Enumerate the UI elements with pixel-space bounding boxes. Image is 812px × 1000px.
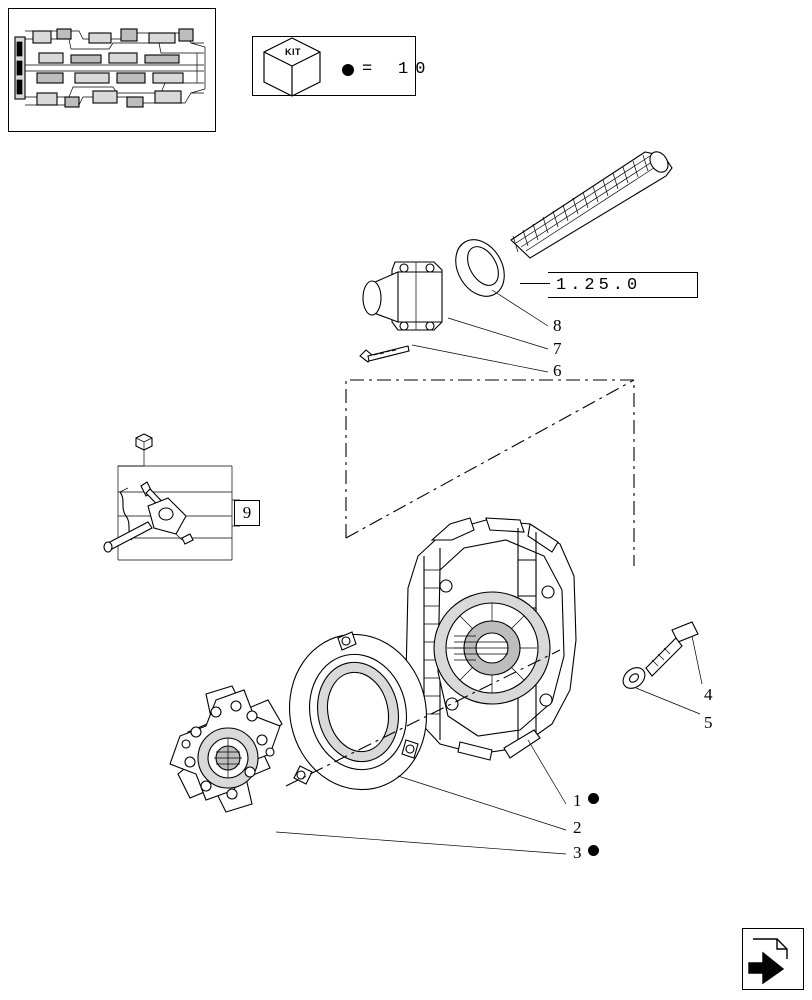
housing-bolt [360,346,409,362]
shaft-seal-ring [446,231,514,305]
callout-1-kit-dot [588,793,599,804]
release-lever-assembly [104,434,240,560]
bearing-support-housing [363,262,442,330]
clutch-disc-spider [170,686,282,812]
callout-4: 4 [704,685,713,704]
splined-shaft [511,148,672,258]
callout-9-boxed: 9 [234,500,260,526]
cover-bolt-and-washer [619,622,702,714]
callout-2: 2 [573,818,582,837]
callout-7: 7 [553,339,562,358]
callout-3-kit-dot [588,845,599,856]
reference-tag: 1.25.0 [556,276,642,295]
kit-quantity: 10 [398,60,433,79]
clutch-pressure-plate-assembly [406,518,576,760]
callout-6: 6 [553,361,562,380]
kit-label: KIT [285,47,301,57]
callout-3: 3 [573,843,582,862]
callout-1: 1 [573,791,582,810]
kit-equals-sign: = [362,60,373,79]
callout-8: 8 [553,316,562,335]
callout-5: 5 [704,713,713,732]
page-turn-arrow-icon[interactable] [742,928,804,990]
